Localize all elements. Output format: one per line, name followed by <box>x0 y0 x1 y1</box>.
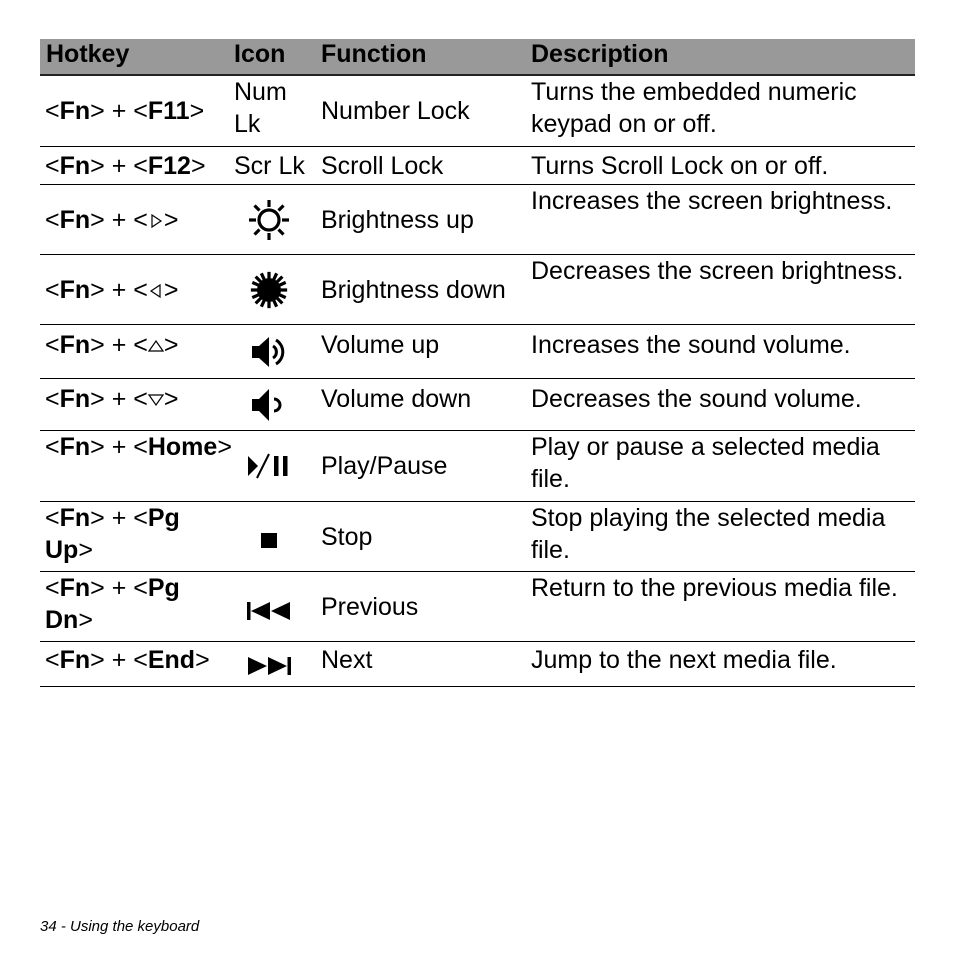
table-row <box>40 185 915 255</box>
hotkey-cell: <Fn> + <Home> <box>45 433 232 461</box>
hotkey-cell: <Fn> + < > <box>45 331 179 359</box>
header-icon: Icon <box>234 40 286 68</box>
function-cell: Brightness down <box>321 275 506 304</box>
description-cell: Turns Scroll Lock on or off. <box>531 151 829 180</box>
icon-cell <box>234 642 321 686</box>
table-row <box>40 325 915 379</box>
function-cell: Volume down <box>321 385 472 413</box>
icon-cell <box>234 325 321 378</box>
function-cell: Previous <box>321 592 419 621</box>
up-arrow-icon <box>148 338 164 354</box>
volume-up-icon <box>249 333 289 371</box>
icon-text: Scr Lk <box>234 151 305 180</box>
stop-icon <box>260 532 278 550</box>
hotkey-cell: <Fn> + <Pg Dn> <box>45 574 180 634</box>
hotkey-cell: <Fn> + < > <box>45 385 179 413</box>
brightness-up-icon <box>247 198 291 242</box>
function-cell: Play/Pause <box>321 452 448 480</box>
next-icon <box>246 656 292 676</box>
icon-cell <box>234 572 321 641</box>
header-description: Description <box>531 40 669 68</box>
hotkey-cell: <Fn> + < > <box>45 205 179 234</box>
table-row <box>40 76 915 147</box>
table-row <box>40 642 915 687</box>
hotkey-cell: <Fn> + < > <box>45 275 179 304</box>
hotkey-cell: <Fn> + <Pg Up> <box>45 504 180 564</box>
function-cell: Brightness up <box>321 205 474 234</box>
description-cell: Jump to the next media file. <box>531 646 837 674</box>
table-row <box>40 502 915 572</box>
table-header <box>40 39 915 76</box>
down-arrow-icon <box>148 392 164 408</box>
table-row <box>40 572 915 642</box>
function-cell: Stop <box>321 522 373 551</box>
icon-cell <box>234 502 321 571</box>
table-row <box>40 431 915 502</box>
description-cell: Play or pause a selected media file. <box>531 433 880 493</box>
function-cell: Number Lock <box>321 97 470 125</box>
icon-cell <box>234 431 321 501</box>
description-cell: Turns the embedded numeric keypad on or off. <box>531 78 857 138</box>
hotkey-cell: <Fn> + <F12> <box>45 151 206 180</box>
function-cell: Scroll Lock <box>321 151 444 180</box>
description-cell: Decreases the screen brightness. <box>531 257 904 285</box>
icon-cell <box>234 185 321 254</box>
hotkey-table <box>40 39 915 687</box>
header-function: Function <box>321 40 427 68</box>
left-arrow-icon <box>148 283 164 299</box>
description-cell: Increases the screen brightness. <box>531 187 893 215</box>
icon-cell <box>234 76 321 146</box>
volume-down-icon <box>249 385 289 425</box>
icon-cell <box>234 379 321 430</box>
brightness-down-icon <box>248 269 290 311</box>
function-cell: Volume up <box>321 331 440 359</box>
hotkey-cell: <Fn> + <F11> <box>45 97 205 125</box>
previous-icon <box>246 601 292 621</box>
table-row <box>40 379 915 431</box>
icon-text: Num Lk <box>234 78 287 138</box>
hotkey-cell: <Fn> + <End> <box>45 646 210 674</box>
function-cell: Next <box>321 646 373 674</box>
table-row <box>40 255 915 325</box>
header-hotkey: Hotkey <box>46 40 130 68</box>
page-footer: 34 - Using the keyboard <box>40 918 200 935</box>
description-cell: Stop playing the selected media file. <box>531 504 886 564</box>
play-pause-icon <box>246 453 292 479</box>
icon-cell <box>234 255 321 324</box>
description-cell: Decreases the sound volume. <box>531 385 862 413</box>
description-cell: Increases the sound volume. <box>531 331 851 359</box>
description-cell: Return to the previous media file. <box>531 574 898 602</box>
icon-cell <box>234 147 321 184</box>
table-row <box>40 147 915 185</box>
right-arrow-icon <box>148 213 164 229</box>
